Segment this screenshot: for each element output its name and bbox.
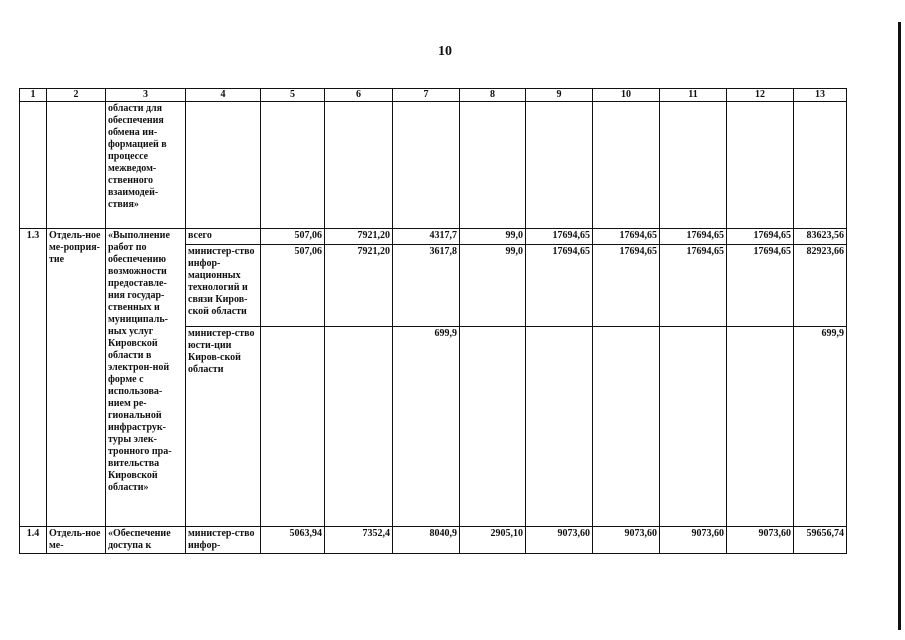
value-cell: 17694,65 [593,245,660,327]
value-cell: 9073,60 [727,527,794,554]
value-cell [325,327,393,527]
col-header: 8 [460,89,526,102]
col-header: 11 [660,89,727,102]
value-cell: 82923,66 [794,245,847,327]
page-number: 10 [438,44,452,59]
executor-cell: министер-ство юсти-ции Киров-ской области [186,327,261,527]
value-cell: 7921,20 [325,229,393,245]
executor-cell: всего [186,229,261,245]
value-cell: 7352,4 [325,527,393,554]
col-header: 9 [526,89,593,102]
table-row [20,102,847,229]
table-row [20,229,847,245]
value-cell: 5063,94 [261,527,325,554]
col-header: 2 [47,89,106,102]
value-cell: 9073,60 [593,527,660,554]
col-header: 10 [593,89,660,102]
measure-name-cell: «Выполнение работ по обеспечению возможности предоставле-ния государ-ственных и муниципаль-ных услуг Кировской области в электрон-ной форме с использова-нием ре-гиональной инфраструк-туры элек-тронного пра-вительства Кировской области» [106,229,186,527]
value-cell: 2905,10 [460,527,526,554]
value-cell: 9073,60 [660,527,727,554]
executor-cell: министер-ство инфор-мационных технологий и связи Киров-ской области [186,245,261,327]
page-edge-line [898,22,901,630]
measure-name-cell: области для обеспечения обмена ин-формацией в процессе межведом-ственного взаимодей-ствия» [106,102,186,229]
value-cell: 17694,65 [727,229,794,245]
col-header: 13 [794,89,847,102]
col-header: 6 [325,89,393,102]
table-row [20,527,847,554]
col-header: 4 [186,89,261,102]
value-cell: 7921,20 [325,245,393,327]
value-cell: 99,0 [460,229,526,245]
executor-cell: министер-ство инфор- [186,527,261,554]
measure-type: Отдель-ное ме-роприя-тие [47,229,106,527]
value-cell: 83623,56 [794,229,847,245]
value-cell [526,327,593,527]
value-cell [261,327,325,527]
value-cell: 17694,65 [660,245,727,327]
value-cell: 8040,9 [393,527,460,554]
col-header: 12 [727,89,794,102]
value-cell [727,327,794,527]
value-cell: 699,9 [393,327,460,527]
value-cell: 507,06 [261,245,325,327]
col-header: 1 [20,89,47,102]
value-cell: 17694,65 [660,229,727,245]
value-cell: 3617,8 [393,245,460,327]
value-cell [660,327,727,527]
value-cell: 9073,60 [526,527,593,554]
value-cell: 507,06 [261,229,325,245]
header-row [20,89,847,102]
value-cell: 17694,65 [593,229,660,245]
row-index: 1.3 [20,229,47,527]
budget-table [19,88,847,554]
col-header: 3 [106,89,186,102]
value-cell: 17694,65 [526,229,593,245]
value-cell: 4317,7 [393,229,460,245]
col-header: 5 [261,89,325,102]
value-cell: 699,9 [794,327,847,527]
measure-type: Отдель-ное ме- [47,527,106,554]
value-cell [593,327,660,527]
value-cell: 59656,74 [794,527,847,554]
col-header: 7 [393,89,460,102]
value-cell: 99,0 [460,245,526,327]
value-cell: 17694,65 [727,245,794,327]
value-cell: 17694,65 [526,245,593,327]
value-cell [460,327,526,527]
measure-name-cell: «Обеспечение доступа к [106,527,186,554]
row-index: 1.4 [20,527,47,554]
